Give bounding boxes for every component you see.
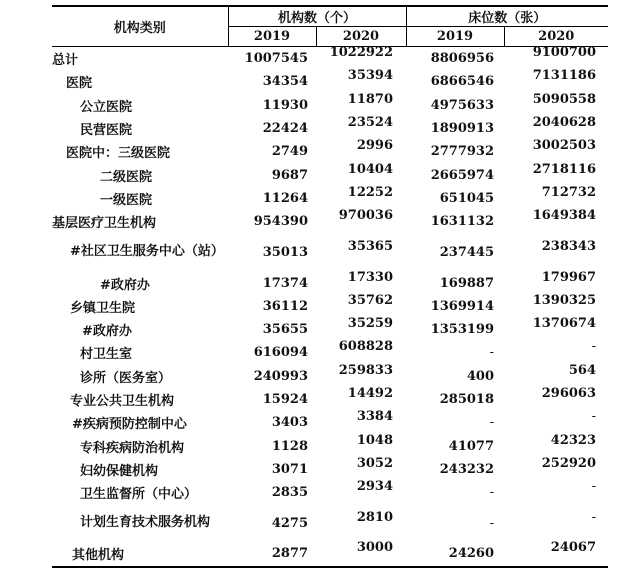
table-row <box>52 295 608 318</box>
inst-2019-cell: 1007545 <box>244 51 308 67</box>
inst-2020-cell: 608828 <box>338 339 394 355</box>
table-row <box>52 140 608 163</box>
table-row <box>52 434 608 457</box>
beds-2020-cell: 1370674 <box>532 316 597 332</box>
beds-2020-cell: - <box>591 479 597 495</box>
inst-2019-cell: 954390 <box>253 214 308 230</box>
row-label: 诊所（医务室） <box>80 370 172 386</box>
inst-2019-cell: 35655 <box>262 322 308 338</box>
beds-2020-cell: 24067 <box>504 542 608 566</box>
beds-2019-cell: 4975633 <box>430 97 495 113</box>
beds-2019-cell: 8806956 <box>430 51 495 67</box>
row-label: 卫生监督所（中心） <box>80 487 198 503</box>
inst-2020-cell: 970036 <box>338 208 394 224</box>
beds-2020-cell: 1649384 <box>532 208 597 224</box>
row-label: 村卫生室 <box>80 347 133 363</box>
beds-2020-cell: 7131186 <box>532 68 597 84</box>
table-row <box>52 481 608 504</box>
inst-2019-cell: 36112 <box>262 298 308 314</box>
inst-2020-cell: 35762 <box>347 292 394 308</box>
beds-2020-cell: 5090558 <box>532 91 597 107</box>
row-label: 乡镇卫生院 <box>70 300 136 316</box>
beds-2019-cell: 237445 <box>439 244 495 260</box>
inst-2019-cell: 616094 <box>253 345 308 361</box>
inst-2019-cell: 22424 <box>262 121 308 137</box>
inst-2020-cell: 35394 <box>347 68 394 84</box>
row-label: #政府办 <box>100 277 150 293</box>
table-row <box>52 458 608 481</box>
inst-2020-cell: 11870 <box>347 91 394 107</box>
beds-2019-cell: 285018 <box>439 392 495 407</box>
beds-2020-header: 2020 <box>504 27 608 47</box>
beds-2020-cell: 238343 <box>541 238 597 254</box>
row-label: 医院中：三级医院 <box>66 146 171 162</box>
beds-2020-cell: 564 <box>568 362 597 378</box>
row-label: #政府办 <box>82 324 132 340</box>
beds-2019-cell: 41077 <box>448 438 495 454</box>
inst-2020-cell: 14492 <box>347 386 394 401</box>
beds-2020-cell: - <box>591 509 597 525</box>
row-label: 总计 <box>52 53 79 69</box>
row-label: 基层医疗卫生机构 <box>52 216 157 232</box>
row-label: 二级医院 <box>100 169 153 185</box>
row-label: 专科疾病防治机构 <box>80 440 185 456</box>
table-row <box>52 47 608 71</box>
table-row <box>52 542 608 566</box>
table-body <box>52 47 608 567</box>
row-label: 专业公共卫生机构 <box>70 394 175 409</box>
beds-2019-cell: 243232 <box>439 461 495 477</box>
beds-2019-cell: 24260 <box>406 542 504 566</box>
table-row <box>52 365 608 388</box>
health-institutions-table <box>52 5 608 568</box>
inst-2020-cell: 23524 <box>347 115 394 131</box>
inst-2019-cell: 2835 <box>271 485 308 501</box>
beds-2020-cell: 712732 <box>541 184 597 200</box>
category-header: 机构类别 <box>52 6 228 47</box>
inst-2019-header: 2019 <box>228 27 316 47</box>
inst-2019-cell: 34354 <box>262 74 308 90</box>
inst-2020-cell: 2934 <box>356 479 394 495</box>
statistics-table-container <box>52 5 608 568</box>
row-label: 妇幼保健机构 <box>80 463 159 479</box>
inst-2019-cell: 2749 <box>271 144 308 160</box>
beds-2019-cell: 1631132 <box>430 214 495 230</box>
beds-2019-cell: 400 <box>466 368 495 384</box>
table-row <box>52 210 608 233</box>
inst-2019-cell: 3071 <box>271 461 308 477</box>
table-header <box>52 6 608 47</box>
table-row <box>52 117 608 140</box>
beds-2019-cell: 1353199 <box>430 322 495 338</box>
inst-2020-cell: 1022922 <box>329 45 394 61</box>
beds-2020-cell: - <box>591 339 597 355</box>
inst-2020-cell: 17330 <box>347 269 394 285</box>
beds-2019-cell: 6866546 <box>430 74 495 90</box>
inst-2020-cell: 3052 <box>356 455 394 471</box>
inst-2020-header: 2020 <box>316 27 406 47</box>
row-label: 医院 <box>66 76 93 92</box>
beds-2020-cell: 42323 <box>550 432 597 448</box>
inst-2020-cell: 35259 <box>347 316 394 332</box>
inst-2020-cell: 10404 <box>347 161 394 177</box>
table-row <box>52 163 608 186</box>
table-row <box>52 318 608 341</box>
table-row <box>52 411 608 434</box>
beds-2020-cell: 9100700 <box>532 45 597 61</box>
inst-2019-cell: 240993 <box>253 368 308 384</box>
inst-2019-cell: 4275 <box>271 515 308 531</box>
row-label: #疾病预防控制中心 <box>72 417 187 433</box>
inst-2019-cell: 9687 <box>271 167 308 183</box>
inst-2019-cell: 1128 <box>271 438 308 454</box>
table-row <box>52 388 608 411</box>
beds-header: 床位数（张） <box>406 6 608 27</box>
beds-2019-cell: - <box>489 515 495 531</box>
beds-2019-header: 2019 <box>406 27 504 47</box>
inst-2020-cell: 1048 <box>356 432 394 448</box>
inst-2019-cell: 17374 <box>262 275 308 291</box>
inst-2020-cell: 3000 <box>316 542 406 566</box>
row-label: 一级医院 <box>100 192 153 208</box>
inst-2020-cell: 2810 <box>356 509 394 525</box>
inst-2019-cell: 15924 <box>262 392 308 407</box>
inst-2019-cell: 2877 <box>228 542 316 566</box>
beds-2019-cell: 2665974 <box>430 167 495 183</box>
beds-2020-cell: 3002503 <box>532 138 597 154</box>
beds-2020-cell: 296063 <box>541 386 597 401</box>
beds-2020-cell: 2718116 <box>532 161 597 177</box>
row-label: 民营医院 <box>80 123 133 139</box>
beds-2019-cell: - <box>489 415 495 431</box>
table-row <box>52 271 608 294</box>
inst-2019-cell: 11264 <box>262 190 308 206</box>
beds-2019-cell: 1369914 <box>430 298 495 314</box>
inst-2020-cell: 12252 <box>347 184 394 200</box>
inst-2020-cell: 259833 <box>338 362 394 378</box>
beds-2019-cell: 651045 <box>439 190 495 206</box>
table-row <box>52 504 608 542</box>
beds-2020-cell: 179967 <box>541 269 597 285</box>
beds-2020-cell: - <box>591 409 597 425</box>
row-label: #社区卫生服务中心（站） <box>70 244 224 260</box>
inst-2020-cell: 2996 <box>356 138 394 154</box>
row-label: 计划生育技术服务机构 <box>80 515 211 531</box>
beds-2019-cell: - <box>489 485 495 501</box>
row-label: 其他机构 <box>52 542 228 566</box>
beds-2019-cell: 1890913 <box>430 121 495 137</box>
beds-2020-cell: 1390325 <box>532 292 597 308</box>
beds-2020-cell: 2040628 <box>532 115 597 131</box>
beds-2019-cell: 169887 <box>439 275 495 291</box>
inst-2020-cell: 3384 <box>356 409 394 425</box>
table-row <box>52 233 608 271</box>
inst-2019-cell: 35013 <box>262 244 308 260</box>
row-label: 公立医院 <box>80 99 133 115</box>
table-row <box>52 70 608 93</box>
beds-2019-cell: - <box>489 345 495 361</box>
inst-2019-cell: 3403 <box>271 415 308 431</box>
beds-2019-cell: 2777932 <box>430 144 495 160</box>
institutions-header: 机构数（个） <box>228 6 406 27</box>
table-row <box>52 341 608 364</box>
inst-2019-cell: 11930 <box>262 97 308 113</box>
table-row <box>52 187 608 210</box>
table-row <box>52 94 608 117</box>
inst-2020-cell: 35365 <box>347 238 394 254</box>
beds-2020-cell: 252920 <box>541 455 597 471</box>
